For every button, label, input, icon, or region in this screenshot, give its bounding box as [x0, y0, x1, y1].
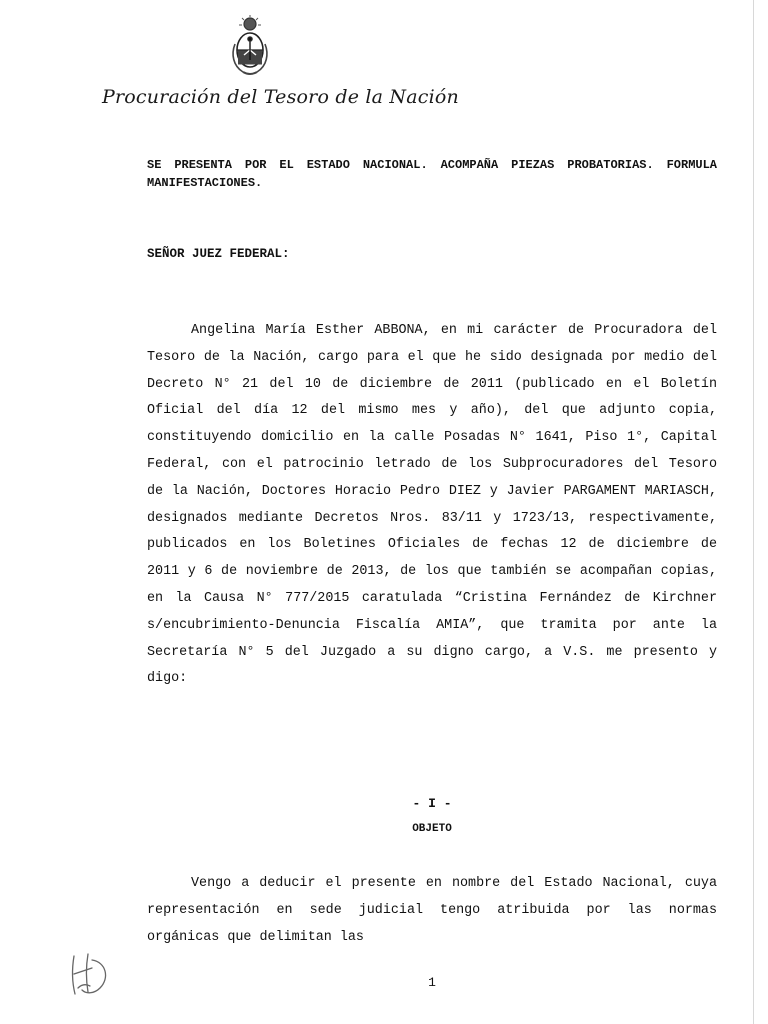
page-number: 1 — [428, 975, 436, 990]
section-number: - I - — [412, 796, 452, 811]
institution-name: Procuración del Tesoro de la Nación — [102, 86, 459, 108]
handwritten-initials-signature — [66, 948, 114, 1000]
salutation: SEÑOR JUEZ FEDERAL: — [147, 247, 290, 261]
section-title: OBJETO — [412, 823, 452, 835]
body-paragraph: Angelina María Esther ABBONA, en mi carácter de Procuradora del Tesoro de la Nación, cargo para el que he sido designada por medio del Decreto N° 21 del 10 de diciembre de 2011 (publicado en el Boletín Oficial del día 12 del mismo mes y año), del que adjunto copia, constituyendo domicilio en la calle Posadas N° 1641, Piso 1°, Capital Federal, con el patrocinio letrado de los Subprocuradores del Tesoro de la Nación, Doctores Horacio Pedro DIEZ y Javier PARGAMENT MARIASCH, designados mediante Decretos Nros. 83/11 y 1723/13, respectivamente, publicados en los Boletines Oficiales de fechas 12 de diciembre de 2011 y 6 de noviembre de 2013, de los que también se acompañan copias, en la Causa N° 777/2015 caratulada “Cristina Fernández de Kirchner s/encubrimiento-Denuncia Fiscalía AMIA”, que tramita por ante la Secretaría N° 5 del Juzgado a su digno cargo, a V.S. me presento y digo: — [147, 323, 717, 687]
page-edge-divider — [753, 0, 754, 1024]
body-paragraph: Vengo a deducir el presente en nombre del Estado Nacional, cuya representación en sede judicial tengo atribuida por las normas orgánicas que delimitan las — [147, 876, 717, 945]
argentine-coat-of-arms-icon — [229, 14, 271, 78]
document-heading: SE PRESENTA POR EL ESTADO NACIONAL. ACOMPAÑA PIEZAS PROBATORIAS. FORMULA MANIFESTACIONES. — [147, 158, 717, 190]
